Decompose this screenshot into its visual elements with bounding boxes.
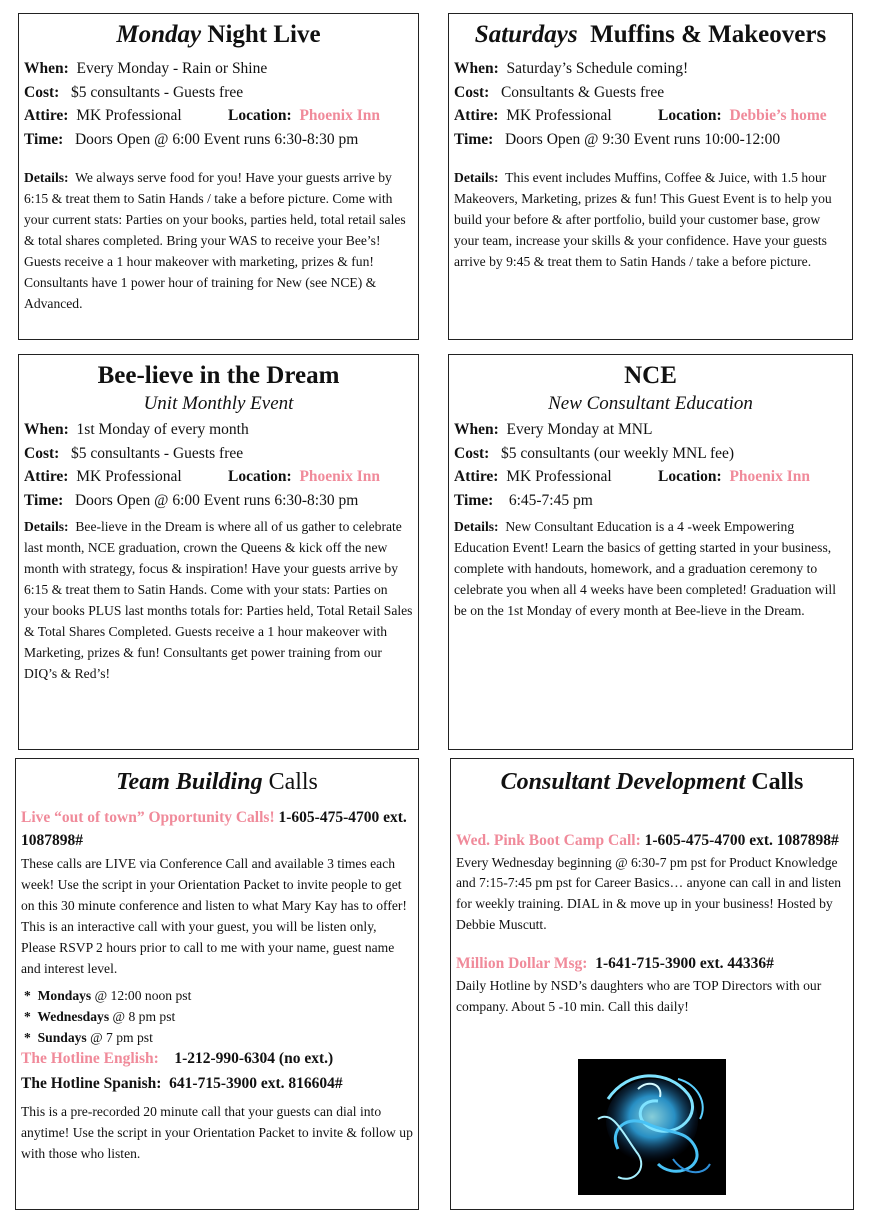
- beelieve-location: Phoenix Inn: [299, 468, 381, 486]
- monday-when: When: Every Monday - Rain or Shine: [24, 60, 268, 77]
- consultant-title: Consultant Development Calls: [500, 769, 804, 795]
- beelieve-time: Time: Doors Open @ 6:00 Event runs 6:30-8:30 pm: [24, 491, 359, 509]
- team-opportunity-text: These calls are LIVE via Conference Call and available 3 times each week! Use the script in your Orientation Packet to invite people to get on this 30 minute conference and listen to what Mary Kay has to offer! This is an interactive call with your guest, you will be listen only, Please RSVP 2 hours prior to call to me with your name, guest name and interest level.: [21, 856, 407, 976]
- beelieve-attire: Attire: MK Professional Location: Phoenix Inn: [24, 468, 381, 486]
- monday-time: Time: Doors Open @ 6:00 Event runs 6:30-8:30 pm: [24, 130, 359, 148]
- monday-night-live-box: [18, 13, 419, 340]
- saturday-muffins-box: [448, 13, 853, 340]
- monday-title: Monday Night Live: [116, 21, 321, 48]
- monday-attire: Attire: MK Professional Location: Phoenix Inn: [24, 107, 381, 125]
- beelieve-subtitle: Unit Monthly Event: [143, 393, 294, 414]
- bootcamp-heading: Wed. Pink Boot Camp Call: 1-605-475-4700 ext. 1087898#: [456, 832, 839, 849]
- monday-cost: Cost: $5 consultants - Guests free: [24, 83, 244, 101]
- hotline-english: The Hotline English: 1-212-990-6304 (no ext.): [21, 1050, 334, 1068]
- schedule-item: * Wednesdays @ 8 pm pst: [24, 1009, 176, 1025]
- team-opportunity-number: 1-605-475-4700 ext. 1087898#: [21, 809, 407, 849]
- beelieve-when: When: 1st Monday of every month: [24, 421, 249, 438]
- saturday-time: Time: Doors Open @ 9:30 Event runs 10:00-12:00: [454, 130, 781, 148]
- nce-location: Phoenix Inn: [729, 468, 811, 486]
- beelieve-dream-box: [18, 354, 419, 750]
- monday-details: Details: We always serve food for you! Have your guests arrive by 6:15 & treat them to Satin Hands / take a before picture. Come with your current stats: Parties on your books, parties held, total retail sales & total shares completed. Bring your WAS to receive your Bee’s! Guests receive a 1 hour makeover with marketing, prizes & fun! Consultants have 1 power hour of training for New (see NCE) & Advanced.: [24, 170, 406, 311]
- saturday-location: Debbie’s home: [729, 107, 827, 125]
- team-building-box: [15, 758, 419, 1210]
- consultant-development-box: [450, 758, 854, 1210]
- million-dollar-number: 1-641-715-3900 ext. 44336#: [595, 955, 774, 973]
- saturday-title: Saturdays Muffins & Makeovers: [474, 21, 827, 48]
- hotline-spanish: The Hotline Spanish: 641-715-3900 ext. 816604#: [21, 1075, 343, 1093]
- nce-time: Time: 6:45-7:45 pm: [454, 491, 593, 509]
- nce-when: When: Every Monday at MNL: [454, 421, 653, 438]
- monday-location: Phoenix Inn: [299, 107, 381, 125]
- nce-attire: Attire: MK Professional Location: Phoenix Inn: [454, 468, 811, 486]
- saturday-attire: Attire: MK Professional Location: Debbie’s home: [454, 107, 827, 125]
- schedule-item: * Mondays @ 12:00 noon pst: [24, 988, 192, 1004]
- team-schedule-list: [16, 985, 418, 1048]
- team-title: Team Building Calls: [116, 769, 318, 795]
- abstract-blue-swirl-image: [578, 1059, 726, 1195]
- team-opportunity-heading: Live “out of town” Opportunity Calls! 1-605-475-4700 ext. 1087898#: [21, 809, 407, 849]
- saturday-cost: Cost: Consultants & Guests free: [454, 83, 665, 101]
- nce-details: Details: New Consultant Education is a 4 -week Empowering Education Event! Learn the basics of getting started in your business, complete with handouts, homework, and a graduation ceremony to celebrate you when all 4 weeks have been completed! Graduation will be on the 1st Monday of every month at Bee-lieve in the Dream.: [454, 519, 836, 618]
- bootcamp-text: Every Wednesday beginning @ 6:30-7 pm pst for Product Knowledge and 7:15-7:45 pm pst for Career Basics… anyone can call in and listen for weekly training. DIAL in & move up in your business! Hosted by Debbie Muscutt.: [456, 854, 842, 933]
- nce-title: NCE: [624, 362, 677, 389]
- million-dollar-heading: Million Dollar Msg: 1-641-715-3900 ext. 44336#: [456, 955, 774, 973]
- nce-box: [448, 354, 853, 750]
- beelieve-title: Bee-lieve in the Dream: [97, 362, 340, 389]
- schedule-item: * Sundays @ 7 pm pst: [24, 1030, 153, 1046]
- saturday-when: When: Saturday’s Schedule coming!: [454, 60, 689, 77]
- hotline-text: This is a pre-recorded 20 minute call that your guests can dial into anytime! Use the script in your Orientation Packet to invite & follow up with those who listen.: [21, 1104, 413, 1162]
- million-dollar-text: Daily Hotline by NSD’s daughters who are TOP Directors with our company. About 5 -10 min. Call this daily!: [456, 977, 822, 1014]
- saturday-details: Details: This event includes Muffins, Coffee & Juice, with 1.5 hour Makeovers, Marketing, prizes & fun! This Guest Event is to help you build your before & after portfolio, build your customer base, grow your team, increase your skills & your confidence. Have your guests arrive by 9:45 & treat them to Satin Hands / take a before picture.: [454, 170, 832, 269]
- bootcamp-number: 1-605-475-4700 ext. 1087898#: [644, 832, 839, 849]
- beelieve-cost: Cost: $5 consultants - Guests free: [24, 444, 244, 462]
- beelieve-details: Details: Bee-lieve in the Dream is where all of us gather to celebrate last month, NCE graduation, crown the Queens & kick off the new month with strategy, focus & inspiration! Have your guests arrive by 6:15 & treat them to Satin Hands. Come with your stats: Parties on your books PLUS last months totals for: Parties held, Total Retail Sales & Total Shares Completed. Guests receive a 1 hour makeover with Marketing, prizes & fun! Consultants get power training from our DIQ’s & Red’s!: [24, 519, 413, 681]
- nce-cost: Cost: $5 consultants (our weekly MNL fee): [454, 444, 735, 462]
- nce-subtitle: New Consultant Education: [548, 393, 753, 414]
